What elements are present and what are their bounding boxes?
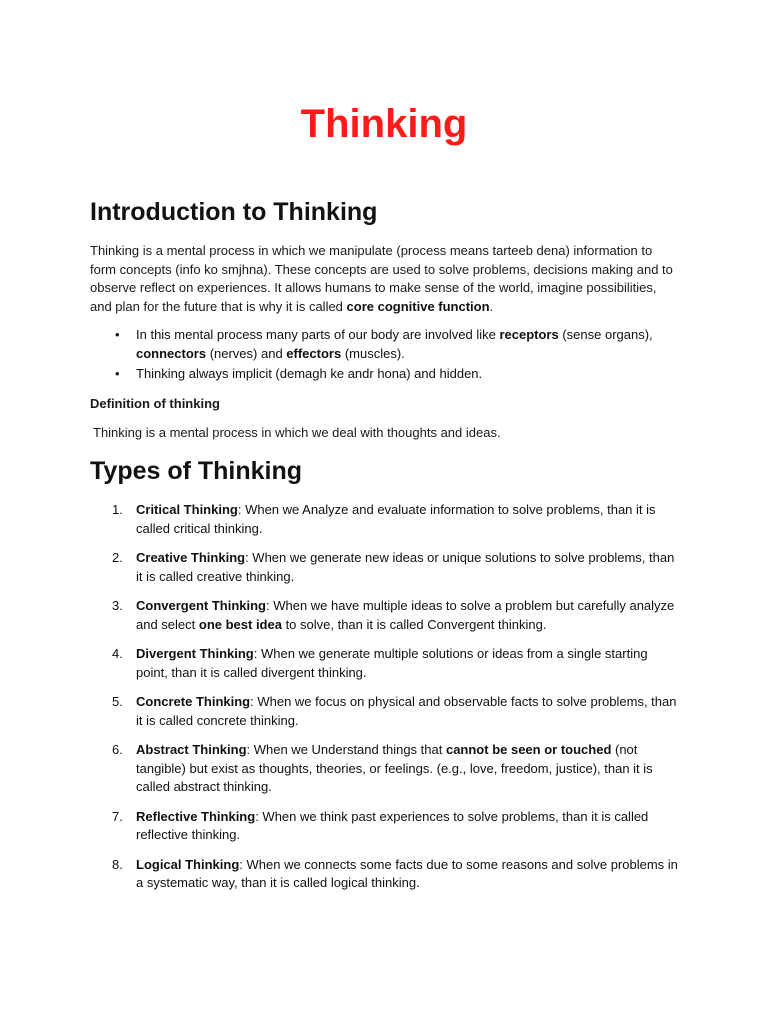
list-item xyxy=(90,741,680,797)
bullet-bold: effectors xyxy=(286,345,342,361)
list-item xyxy=(90,597,680,634)
list-number: 1. xyxy=(112,502,123,517)
bullet-icon: • xyxy=(115,366,120,381)
thinking-type-text: to solve, than it is called Convergent thinking. xyxy=(281,616,547,632)
definition-heading: Definition of thinking xyxy=(90,396,220,411)
list-item xyxy=(90,693,680,730)
list-number: 4. xyxy=(112,646,123,661)
types-heading: Types of Thinking xyxy=(90,457,303,485)
intro-heading: Introduction to Thinking xyxy=(90,198,378,226)
thinking-type-name: Concrete Thinking xyxy=(136,694,251,709)
bullet-text: (sense organs), xyxy=(558,327,653,342)
thinking-type-name: Abstract Thinking xyxy=(136,742,247,757)
thinking-type-text: : When we generate new ideas or unique solutions to solve problems, than it is called creative thinking. xyxy=(136,550,675,584)
list-item xyxy=(90,856,680,893)
thinking-type-text: : When we think past experiences to solve problems, than it is called reflective thinking. xyxy=(136,808,649,842)
definition-text: Thinking is a mental process in which we deal with thoughts and ideas. xyxy=(93,425,501,440)
intro-paragraph-end: . xyxy=(489,298,494,314)
intro-bullet-list xyxy=(90,326,680,386)
bullet-bold: connectors xyxy=(136,345,207,361)
intro-paragraph-bold: core cognitive function xyxy=(346,298,490,314)
list-item xyxy=(90,549,680,586)
bullet-text: (nerves) and xyxy=(206,345,287,361)
intro-paragraph xyxy=(90,242,680,316)
thinking-type-name: Divergent Thinking xyxy=(136,646,254,661)
list-number: 3. xyxy=(112,598,123,613)
thinking-type-emphasis: one best idea xyxy=(198,616,282,632)
list-item xyxy=(90,365,680,384)
list-number: 7. xyxy=(112,808,123,824)
bullet-text: In this mental process many parts of our body are involved like xyxy=(136,327,500,342)
page-title: Thinking xyxy=(300,102,468,146)
list-item xyxy=(90,645,680,682)
list-item xyxy=(90,326,680,363)
list-number: 2. xyxy=(112,550,123,565)
bullet-text: (muscles). xyxy=(341,345,405,361)
thinking-type-text: : When we focus on physical and observable facts to solve problems, than it is called concrete thinking. xyxy=(136,694,677,728)
bullet-text: Thinking always implicit (demagh ke andr hona) and hidden. xyxy=(136,366,483,381)
thinking-type-name: Logical Thinking xyxy=(136,856,240,872)
thinking-type-text: : When we Understand things that xyxy=(246,742,446,757)
thinking-type-text: : When we have multiple ideas to solve a problem but carefully analyze and select xyxy=(136,598,675,632)
thinking-type-name: Reflective Thinking xyxy=(136,808,256,824)
list-number: 6. xyxy=(112,742,123,757)
thinking-type-name: Convergent Thinking xyxy=(136,598,266,613)
thinking-type-name: Creative Thinking xyxy=(136,550,246,565)
thinking-type-name: Critical Thinking xyxy=(136,502,238,517)
list-item xyxy=(90,501,680,538)
list-item xyxy=(90,808,680,845)
thinking-type-text: : When we connects some facts due to some reasons and solve problems in a systematic way, than it is called logical thinking. xyxy=(136,856,678,890)
thinking-type-text: : When we Analyze and evaluate information to solve problems, than it is called critical thinking. xyxy=(136,502,656,536)
thinking-type-emphasis: cannot be seen or touched xyxy=(445,742,612,757)
list-number: 8. xyxy=(112,856,123,872)
bullet-icon: • xyxy=(115,327,120,342)
thinking-type-text: : When we generate multiple solutions or ideas from a single starting point, than it is called divergent thinking. xyxy=(136,646,648,680)
thinking-type-text: (not tangible) but exist as thoughts, theories, or feelings. (e.g., love, freedom, justice), than it is called abstract thinking. xyxy=(136,742,653,794)
types-list xyxy=(90,501,680,904)
list-number: 5. xyxy=(112,694,123,709)
intro-paragraph-text: Thinking is a mental process in which we manipulate (process means tarteeb dena) information to form concepts (info ko smjhna). These concepts are used to solve problems, decisions making and to observe reflect on experiences. It allows humans to make sense of the world, imagine possibilities, and plan for the future that is why it is called xyxy=(90,243,673,314)
bullet-bold: receptors xyxy=(499,327,559,342)
